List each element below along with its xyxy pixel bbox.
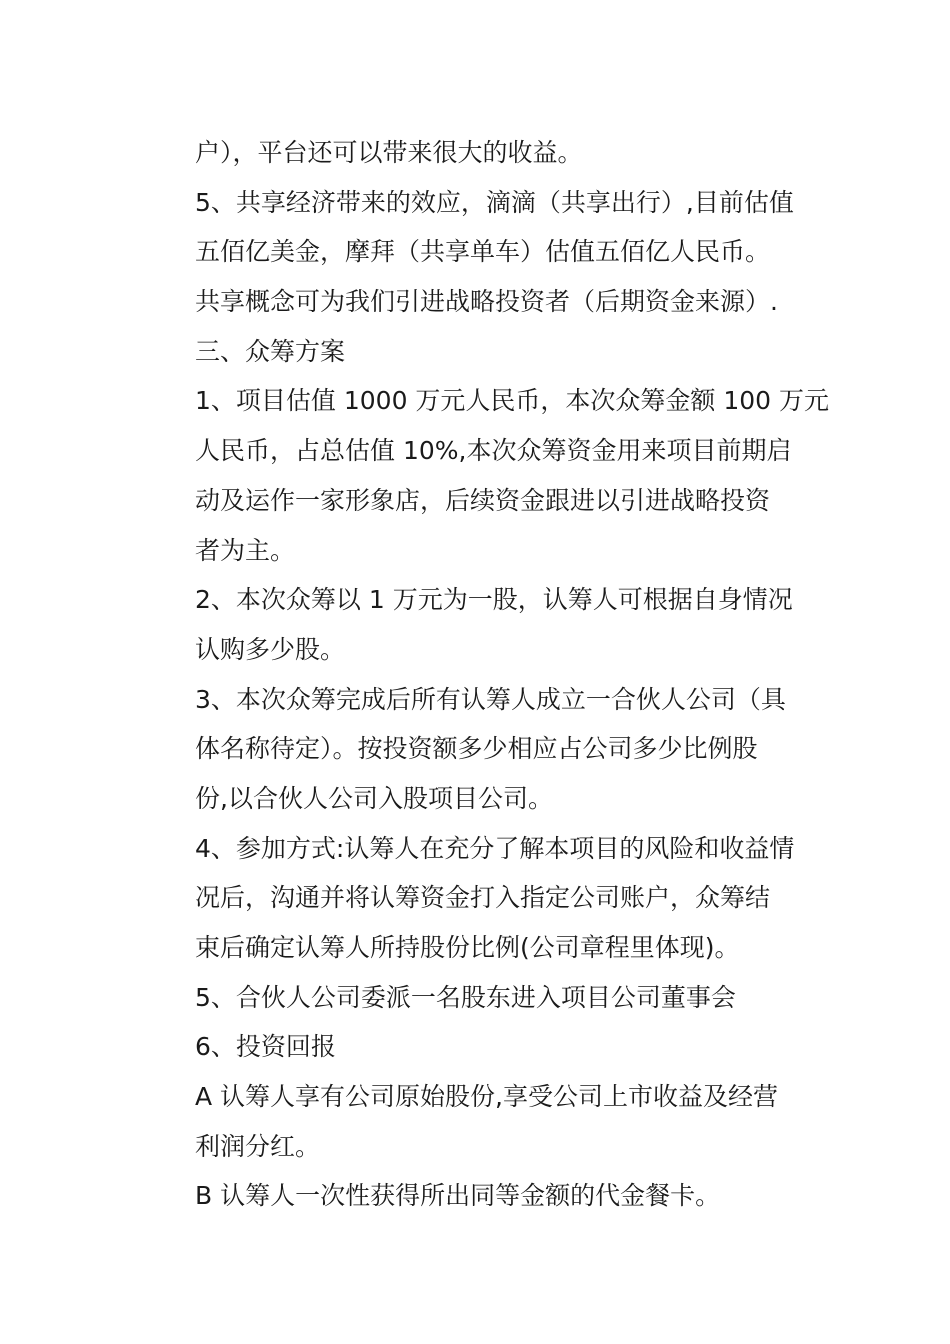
document-body <box>195 128 830 1221</box>
text-line: 2、本次众筹以 1 万元为一股，认筹人可根据自身情况 <box>195 585 793 615</box>
text-line: 五佰亿美金，摩拜（共享单车）估值五佰亿人民币。 <box>195 237 771 267</box>
text-line: 户），平台还可以带来很大的收益。 <box>195 138 583 167</box>
text-line: 3、本次众筹完成后所有认筹人成立一合伙人公司（具 <box>195 684 786 714</box>
text-line: B 认筹人一次性获得所出同等金额的代金餐卡。 <box>195 1181 721 1211</box>
text-line: 况后，沟通并将认筹资金打入指定公司账户，众筹结 <box>195 883 771 913</box>
text-line: 份,以合伙人公司入股项目公司。 <box>195 783 553 813</box>
text-line: 认购多少股。 <box>195 634 346 664</box>
text-line: 人民币，占总估值 10%,本次众筹资金用来项目前期启 <box>195 436 792 466</box>
text-line: 体名称待定）。按投资额多少相应占公司多少比例股 <box>195 734 758 764</box>
text-line: 1、项目估值 1000 万元人民币，本次众筹金额 100 万元 <box>195 386 830 416</box>
text-line: 5、共享经济带来的效应，滴滴（共享出行）,目前估值 <box>195 187 794 217</box>
text-line: 束后确定认筹人所持股份比例(公司章程里体现)。 <box>195 933 740 962</box>
text-line: 者为主。 <box>195 535 296 565</box>
section-heading: 三、众筹方案 <box>195 336 346 366</box>
text-line: 4、参加方式:认筹人在充分了解本项目的风险和收益情 <box>195 833 795 863</box>
text-line: 5、合伙人公司委派一名股东进入项目公司董事会 <box>195 982 736 1012</box>
text-line: 动及运作一家形象店，后续资金跟进以引进战略投资 <box>195 485 771 515</box>
text-line: A 认筹人享有公司原始股份,享受公司上市收益及经营 <box>195 1082 778 1112</box>
text-line: 利润分红。 <box>195 1131 321 1161</box>
text-line: 共享概念可为我们引进战略投资者（后期资金来源）. <box>195 287 778 317</box>
text-line: 6、投资回报 <box>195 1032 336 1062</box>
